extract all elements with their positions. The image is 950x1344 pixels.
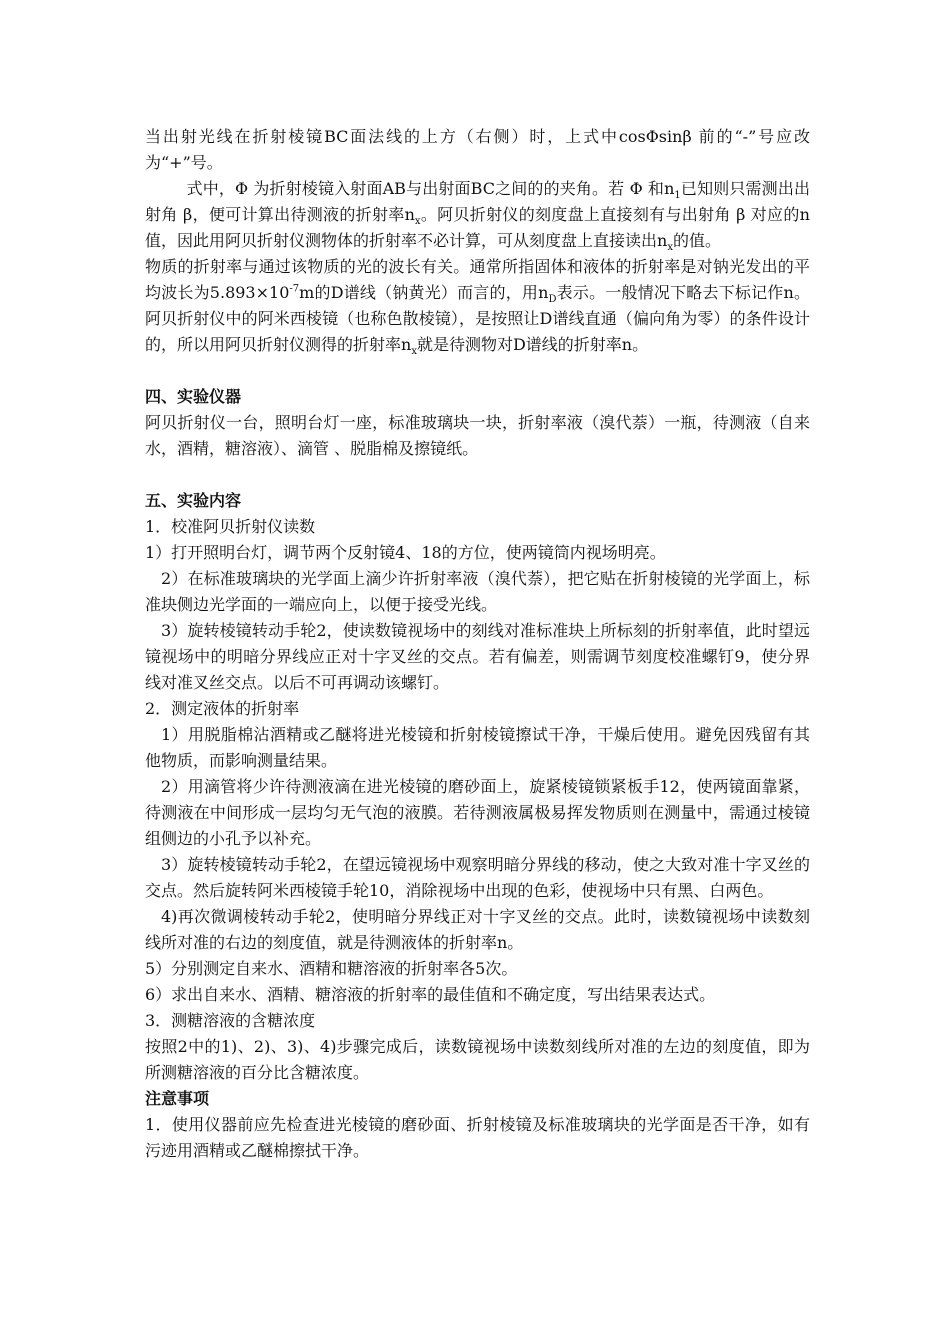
document-page: [145, 124, 810, 1164]
section-heading-instruments: 四、实验仪器: [145, 387, 242, 406]
step-item: 2）用滴管将少许待测液滴在进光棱镜的磨砂面上，旋紧棱镜锁紧板手12，使两镜面靠紧，待测液在中间形成一层均匀无气泡的液膜。若待测液属极易挥发物质则在测量中，需通过棱镜组侧边的小孔予以补充。: [145, 777, 810, 848]
text-run: 。阿贝折射仪的刻度盘上直接刻有与出射角 β 对应的n值，因此用阿贝折射仪测物体的折射率不必计算，可从刻度盘上直接读出n: [145, 205, 810, 250]
subsection-title-measure: 2．测定液体的折射率: [145, 699, 300, 718]
step-item: 3）旋转棱镜转动手轮2，在望远镜视场中观察明暗分界线的移动，使之大致对准十字叉丝的交点。然后旋转阿米西棱镜手轮10，消除视场中出现的色彩，使视场中只有黑、白两色。: [145, 855, 810, 900]
step-item: 5）分别测定自来水、酒精和糖溶液的折射率各5次。: [145, 959, 518, 978]
text-run: 式中，Φ 为折射棱镜入射面AB与出射面BC之间的的夹角。若 Φ 和n: [186, 179, 675, 198]
subscript: x: [414, 216, 421, 228]
step-item: 4)再次微调棱转动手轮2，使明暗分界线正对十字叉丝的交点。此时，读数镜视场中读数刻线所对准的右边的刻度值，就是待测液体的折射率n。: [145, 907, 810, 952]
subsection-title-sugar: 3．测糖溶液的含糖浓度: [145, 1011, 316, 1030]
subscript: x: [411, 346, 417, 358]
step-item: 3）旋转棱镜转动手轮2，使读数镜视场中的刻线对准标准块上所标刻的折射率值，此时望远镜视场中的明暗分界线应正对十字叉丝的交点。若有偏差，则需调节刻度校准螺钉9，使分界线对准叉丝交点。以后不可再调动该螺钉。: [145, 621, 810, 692]
step-item: 1）用脱脂棉沾酒精或乙醚将进光棱镜和折射棱镜擦试干净，干燥后使用。避免因残留有其他物质，而影响测量结果。: [145, 725, 810, 770]
section-heading-notes: 注意事项: [145, 1089, 210, 1108]
text-run: 已知则只需测出出射角 β，便可计算出待测液的折射率n: [145, 179, 810, 224]
instruments-list: 阿贝折射仪一台，照明台灯一座，标准玻璃块一块，折射率液（溴代萘）一瓶，待测液（自来水，酒精，糖溶液）、滴管 、脱脂棉及擦镜纸。: [145, 413, 810, 458]
text-run: 物质的折射率与通过该物质的光的波长有关。通常所指固体和液体的折射率是对钠光发出的平均波长为5.893×10: [145, 257, 810, 302]
step-item: 2）在标准玻璃块的光学面上滴少许折射率液（溴代萘），把它贴在折射棱镜的光学面上，标准块侧边光学面的一端应向上，以便于接受光线。: [145, 569, 810, 614]
subscript: D: [548, 294, 557, 306]
step-item: 1）打开照明台灯，调节两个反射镜4、18的方位，使两镜筒内视场明亮。: [145, 543, 666, 562]
intro-paragraph-sign: 当出射光线在折射棱镜BC面法线的上方（右侧）时，上式中cosΦsinβ 前的“-”号应改为“+”号。: [145, 127, 810, 172]
step-item: 按照2中的1)、2)、3)、4)步骤完成后，读数镜视场中读数刻线所对准的左边的刻度值，即为所测糖溶液的百分比含糖浓度。: [145, 1037, 810, 1082]
superscript: -7: [289, 283, 300, 295]
subscript: x: [667, 242, 673, 254]
text-run: 的值。: [672, 231, 721, 250]
step-item: 6）求出自来水、酒精、糖溶液的折射率的最佳值和不确定度，写出结果表达式。: [145, 985, 716, 1004]
text-run: m的D谱线（钠黄光）而言的，用n: [299, 283, 549, 302]
intro-paragraph-formula: [145, 176, 810, 254]
section-heading-content: 五、实验内容: [145, 491, 242, 510]
subscript: 1: [674, 190, 681, 202]
text-run: 就是待测物对D谱线的折射率n。: [416, 335, 649, 354]
intro-paragraph-wavelength: [145, 254, 810, 358]
note-item: 1．使用仪器前应先检查进光棱镜的磨砂面、折射棱镜及标准玻璃块的光学面是否干净，如有污迹用酒精或乙醚棉擦拭干净。: [145, 1115, 810, 1160]
subsection-title-calibrate: 1．校准阿贝折射仪读数: [145, 517, 316, 536]
text-run: 表示。一般情况下略去下标记作n。阿贝折射仪中的阿米西棱镜（也称色散棱镜），是按照让D谱线直通（偏向角为零）的条件设计的，所以用阿贝折射仪测得的折射率n: [145, 283, 810, 354]
